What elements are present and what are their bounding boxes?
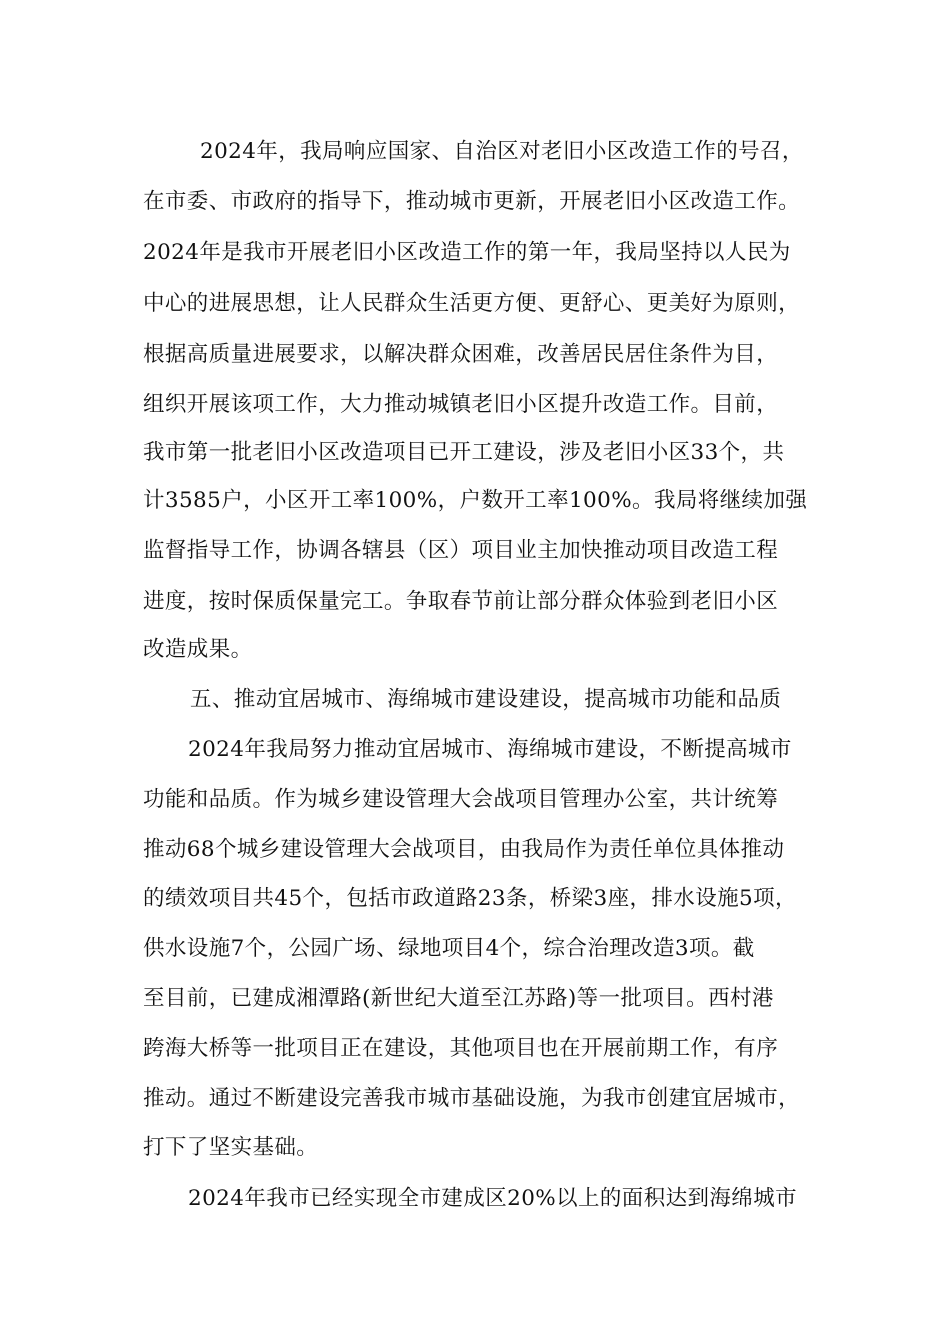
text-line: 进度，按时保质保量完工。争取春节前让部分群众体验到老旧小区 — [143, 589, 779, 614]
text-line: 组织开展该项工作，大力推动城镇老旧小区提升改造工作。目前， — [143, 392, 779, 417]
text-line: 我市第一批老旧小区改造项目已开工建设，涉及老旧小区33个，共 — [143, 440, 785, 465]
text-line: 计3585户，小区开工率100%，户数开工率100%。我局将继续加强 — [143, 488, 808, 513]
text-line: 在市委、市政府的指导下，推动城市更新，开展老旧小区改造工作。 — [143, 189, 801, 214]
text-line: 打下了坚实基础。 — [143, 1135, 319, 1160]
text-line: 推动。通过不断建设完善我市城市基础设施，为我市创建宜居城市， — [143, 1086, 801, 1111]
text-line: 供水设施7个，公园广场、绿地项目4个，综合治理改造3项。截 — [143, 936, 755, 961]
text-line: 的绩效项目共45个，包括市政道路23条，桥梁3座，排水设施5项， — [143, 886, 797, 911]
text-line: 2024年，我局响应国家、自治区对老旧小区改造工作的号召， — [200, 139, 804, 164]
text-line: 根据高质量进展要求，以解决群众困难，改善居民居住条件为目， — [143, 342, 779, 367]
text-line: 2024年我局努力推动宜居城市、海绵城市建设，不断提高城市 — [188, 737, 792, 762]
text-line: 功能和品质。作为城乡建设管理大会战项目管理办公室，共计统筹 — [143, 787, 779, 812]
section-heading: 五、推动宜居城市、海绵城市建设建设，提高城市功能和品质 — [190, 687, 782, 712]
text-line: 改造成果。 — [143, 637, 253, 662]
text-line: 推动68个城乡建设管理大会战项目，由我局作为责任单位具体推动 — [143, 837, 785, 862]
text-line: 跨海大桥等一批项目正在建设，其他项目也在开展前期工作，有序 — [143, 1036, 779, 1061]
text-line: 监督指导工作，协调各辖县（区）项目业主加快推动项目改造工程 — [143, 538, 779, 563]
text-line: 至目前，已建成湘潭路(新世纪大道至江苏路)等一批项目。西村港 — [143, 986, 774, 1011]
text-line: 2024年是我市开展老旧小区改造工作的第一年，我局坚持以人民为 — [143, 240, 791, 265]
text-line: 中心的进展思想，让人民群众生活更方便、更舒心、更美好为原则， — [143, 291, 801, 316]
text-line: 2024年我市已经实现全市建成区20%以上的面积达到海绵城市 — [188, 1186, 798, 1211]
